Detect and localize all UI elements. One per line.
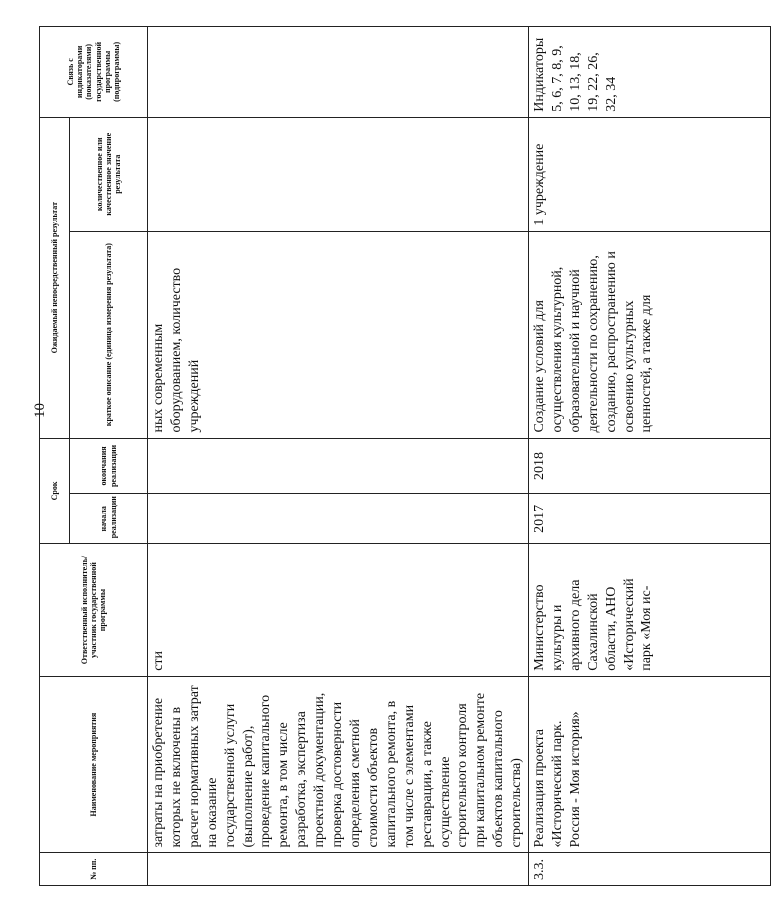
col-header-expected-result: Ожидаемый непосредственный результат bbox=[40, 117, 70, 438]
col-header-result-value: количественное или качественное значение результата bbox=[70, 117, 148, 231]
program-events-table bbox=[39, 26, 771, 886]
col-header-result-description: краткое описание (единица измерения результата) bbox=[70, 231, 148, 438]
cell-event-name: затраты на приобретение которых не включены в расчет нормативных затрат на оказание государственной услуги (выполнение работ), проведение капитального ремонта, в том числе разработка, экспертиза проектной документации, проверка достоверности определения сметной стоимости объектов капитального ремонта, в том числе с элементами реставрации, а также осуществление строительного контроля при капитальном ремонте объектов капитального строительства) bbox=[148, 676, 529, 853]
col-header-responsible: Ответственный исполнитель/участник государственной программы bbox=[40, 544, 148, 677]
col-header-num: № пп. bbox=[40, 853, 148, 886]
cell-responsible: Министерство культуры и архивного дела Сахалинской области, АНО «Исторический парк «Моя ис- bbox=[529, 544, 771, 677]
col-header-indicators-link: Связь с индикаторами (показателями) государственной программы (подпрограммы) bbox=[40, 27, 148, 118]
table-row bbox=[148, 27, 529, 886]
cell-indicators bbox=[148, 27, 529, 118]
col-header-term-start: начала реализации bbox=[70, 494, 148, 544]
cell-start: 2017 bbox=[529, 494, 771, 544]
cell-end: 2018 bbox=[529, 438, 771, 494]
cell-result-value: 1 учреждение bbox=[529, 117, 771, 231]
cell-result-description: ных современным оборудованием, количество учреждений bbox=[148, 231, 529, 438]
cell-num bbox=[148, 853, 529, 886]
rotated-table-wrapper bbox=[39, 26, 655, 886]
col-header-term-end: окончания реализации bbox=[70, 438, 148, 494]
cell-end bbox=[148, 438, 529, 494]
cell-result-value bbox=[148, 117, 529, 231]
col-header-event-name: Наименование мероприятия bbox=[40, 676, 148, 853]
header-row-1 bbox=[40, 27, 70, 886]
cell-start bbox=[148, 494, 529, 544]
cell-event-name: Реализация проекта «Исторический парк. Россия - Моя история» bbox=[529, 676, 771, 853]
table-row bbox=[529, 27, 771, 886]
cell-num: 3.3. bbox=[529, 853, 771, 886]
cell-indicators: Индикаторы 5, 6, 7, 8, 9, 10, 13, 18, 19, 22, 26, 32, 34 bbox=[529, 27, 771, 118]
page-number: 10 bbox=[32, 403, 48, 418]
cell-result-description: Создание условий для осуществления культурной, образовательной и научной деятельности по сохранению, созданию, распространению и освоению культурных ценностей, а также для bbox=[529, 231, 771, 438]
cell-responsible: сти bbox=[148, 544, 529, 677]
col-header-term: Срок bbox=[40, 438, 70, 544]
